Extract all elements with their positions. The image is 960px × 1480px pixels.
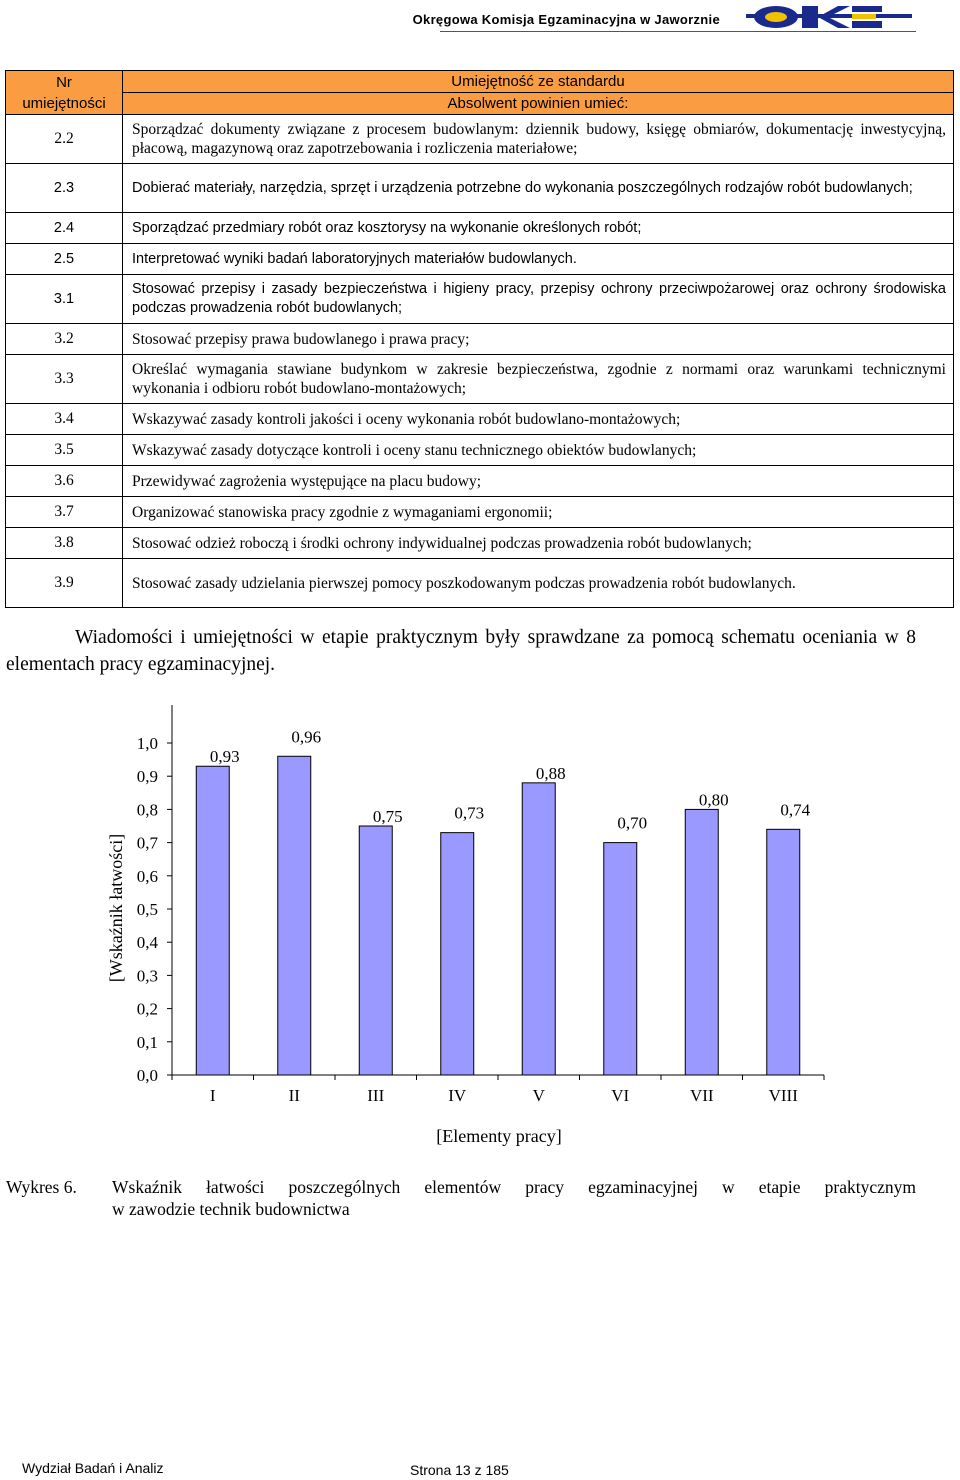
header-skill-cell	[123, 71, 954, 115]
chart-y-tick-label: 0,5	[136, 900, 158, 919]
caption-text-line2: w zawodzie technik budownictwa	[112, 1199, 350, 1219]
skill-number-cell: 2.5	[6, 244, 123, 275]
skill-number-cell: 3.4	[6, 404, 123, 435]
chart-y-tick-label: 0,3	[136, 966, 158, 986]
skill-text-cell: Stosować zasady udzielania pierwszej pomocy poszkodowanym podczas prowadzenia robót budowlanych.	[123, 559, 954, 608]
chart-y-tick-label: 0,8	[136, 800, 158, 820]
skill-number-cell: 3.7	[6, 497, 123, 528]
chart-data-label: 0,80	[698, 790, 729, 810]
chart-bar	[685, 809, 718, 1075]
chart-bar	[278, 756, 311, 1075]
header-skill-line2: Absolwent powinien umieć:	[123, 92, 953, 114]
skill-number-cell: 2.3	[6, 164, 123, 213]
chart-category-label: V	[532, 1086, 545, 1105]
chart-category-label: II	[288, 1086, 300, 1105]
intro-paragraph: Wiadomości i umiejętności w etapie praktycznym były sprawdzane za pomocą schematu oceniania w 8 elementach pracy egzaminacyjnej.	[6, 627, 916, 675]
chart-category-label: VIII	[768, 1086, 798, 1105]
figure-caption	[6, 1176, 916, 1219]
chart-category-label: IV	[448, 1086, 467, 1105]
table-row	[6, 115, 954, 164]
chart-y-tick-label: 0,1	[136, 1032, 158, 1052]
chart-y-tick-label: 1,0	[136, 734, 158, 753]
skill-number-cell: 2.2	[6, 115, 123, 164]
chart-y-tick-label: 0,0	[136, 1066, 158, 1085]
table-row	[6, 164, 954, 213]
caption-text-line1: Wskaźnik łatwości poszczególnych elementów pracy egzaminacyjnej w etapie praktycznym	[112, 1177, 916, 1197]
chart-data-label: 0,88	[535, 763, 566, 783]
chart-y-tick-label: 0,7	[136, 833, 158, 853]
skill-number-cell: 3.1	[6, 275, 123, 324]
header-number-line1: Nr	[56, 73, 72, 91]
table-row	[6, 213, 954, 244]
skill-text-cell: Stosować przepisy prawa budowlanego i prawa pracy;	[123, 324, 954, 355]
chart-data-label: 0,96	[291, 727, 322, 747]
chart-y-axis-label: [Wskaźnik łatwości]	[106, 833, 126, 983]
footer-department: Wydział Badań i Analiz	[22, 1460, 164, 1476]
header-skill-line1: Umiejętność ze standardu	[451, 73, 625, 90]
table-row	[6, 355, 954, 404]
chart-data-label: 0,93	[209, 747, 240, 767]
chart-bar	[441, 833, 474, 1075]
table-header-row	[6, 71, 954, 115]
chart-bar	[522, 783, 555, 1075]
chart-data-label: 0,73	[454, 803, 485, 823]
chart-category-label: VII	[689, 1086, 714, 1105]
skill-number-cell: 3.5	[6, 435, 123, 466]
table-row	[6, 466, 954, 497]
skill-text-cell: Przewidywać zagrożenia występujące na placu budowy;	[123, 466, 954, 497]
chart-data-label: 0,75	[372, 807, 403, 826]
caption-label: Wykres 6.	[6, 1177, 77, 1197]
chart-bar	[604, 843, 637, 1075]
skill-number-cell: 2.4	[6, 213, 123, 244]
table-row	[6, 559, 954, 608]
header-number-cell	[6, 71, 123, 115]
chart-y-tick-label: 0,2	[136, 999, 158, 1019]
skill-text-cell: Wskazywać zasady kontroli jakości i oceny wykonania robót budowlano-montażowych;	[123, 404, 954, 435]
skill-text-cell: Interpretować wyniki badań laboratoryjnych materiałów budowlanych.	[123, 244, 954, 275]
chart-category-label: I	[209, 1086, 216, 1105]
skill-number-cell: 3.9	[6, 559, 123, 608]
bar-chart	[80, 700, 840, 1160]
skill-text-cell: Stosować odzież roboczą i środki ochrony indywidualnej podczas prowadzenia robót budowlanych;	[123, 528, 954, 559]
skills-table	[5, 70, 954, 608]
skill-text-cell: Dobierać materiały, narzędzia, sprzęt i urządzenia potrzebne do wykonania poszczególnych rodzajów robót budowlanych;	[123, 164, 954, 213]
oke-logo	[746, 4, 912, 30]
footer-page-number: Strona 13 z 185	[410, 1462, 509, 1478]
table-row	[6, 324, 954, 355]
header-number-line2: umiejętności	[22, 94, 106, 112]
chart-data-label: 0,70	[617, 813, 648, 833]
skill-number-cell: 3.8	[6, 528, 123, 559]
table-row	[6, 528, 954, 559]
skill-number-cell: 3.3	[6, 355, 123, 404]
chart-data-label: 0,74	[780, 800, 811, 820]
skill-text-cell: Sporządzać dokumenty związane z procesem budowlanym: dziennik budowy, księgę obmiarów, dokumentację inwestycyjną, płacową, magazynową oraz zapotrzebowania i rozliczenia materiałowe;	[123, 115, 954, 164]
chart-bar	[196, 766, 229, 1075]
chart-category-label: III	[367, 1086, 385, 1105]
chart-category-label: VI	[611, 1086, 630, 1105]
table-row	[6, 435, 954, 466]
skill-text-cell: Sporządzać przedmiary robót oraz kosztorysy na wykonanie określonych robót;	[123, 213, 954, 244]
skill-text-cell: Stosować przepisy i zasady bezpieczeństwa i higieny pracy, przepisy ochrony przeciwpożarowej oraz ochrony środowiska podczas prowadzenia robót budowlanych;	[123, 275, 954, 324]
chart-y-tick-label: 0,4	[136, 933, 158, 953]
organization-name: Okręgowa Komisja Egzaminacyjna w Jaworznie	[412, 12, 720, 27]
chart-x-axis-label: [Elementy pracy]	[436, 1126, 562, 1146]
skill-text-cell: Określać wymagania stawiane budynkom w zakresie bezpieczeństwa, zgodnie z normami oraz warunkami technicznymi wykonania i odbioru robót budowlano-montażowych;	[123, 355, 954, 404]
table-row	[6, 244, 954, 275]
skill-text-cell: Wskazywać zasady dotyczące kontroli i oceny stanu technicznego obiektów budowlanych;	[123, 435, 954, 466]
table-row	[6, 497, 954, 528]
skill-text-cell: Organizować stanowiska pracy zgodnie z wymaganiami ergonomii;	[123, 497, 954, 528]
chart-bar	[359, 826, 392, 1075]
table-row	[6, 404, 954, 435]
header-rule	[440, 31, 916, 32]
skill-number-cell: 3.6	[6, 466, 123, 497]
chart-bar	[767, 829, 800, 1075]
chart-y-tick-label: 0,6	[136, 866, 158, 886]
table-row	[6, 275, 954, 324]
skill-number-cell: 3.2	[6, 324, 123, 355]
chart-y-tick-label: 0,9	[136, 767, 158, 787]
